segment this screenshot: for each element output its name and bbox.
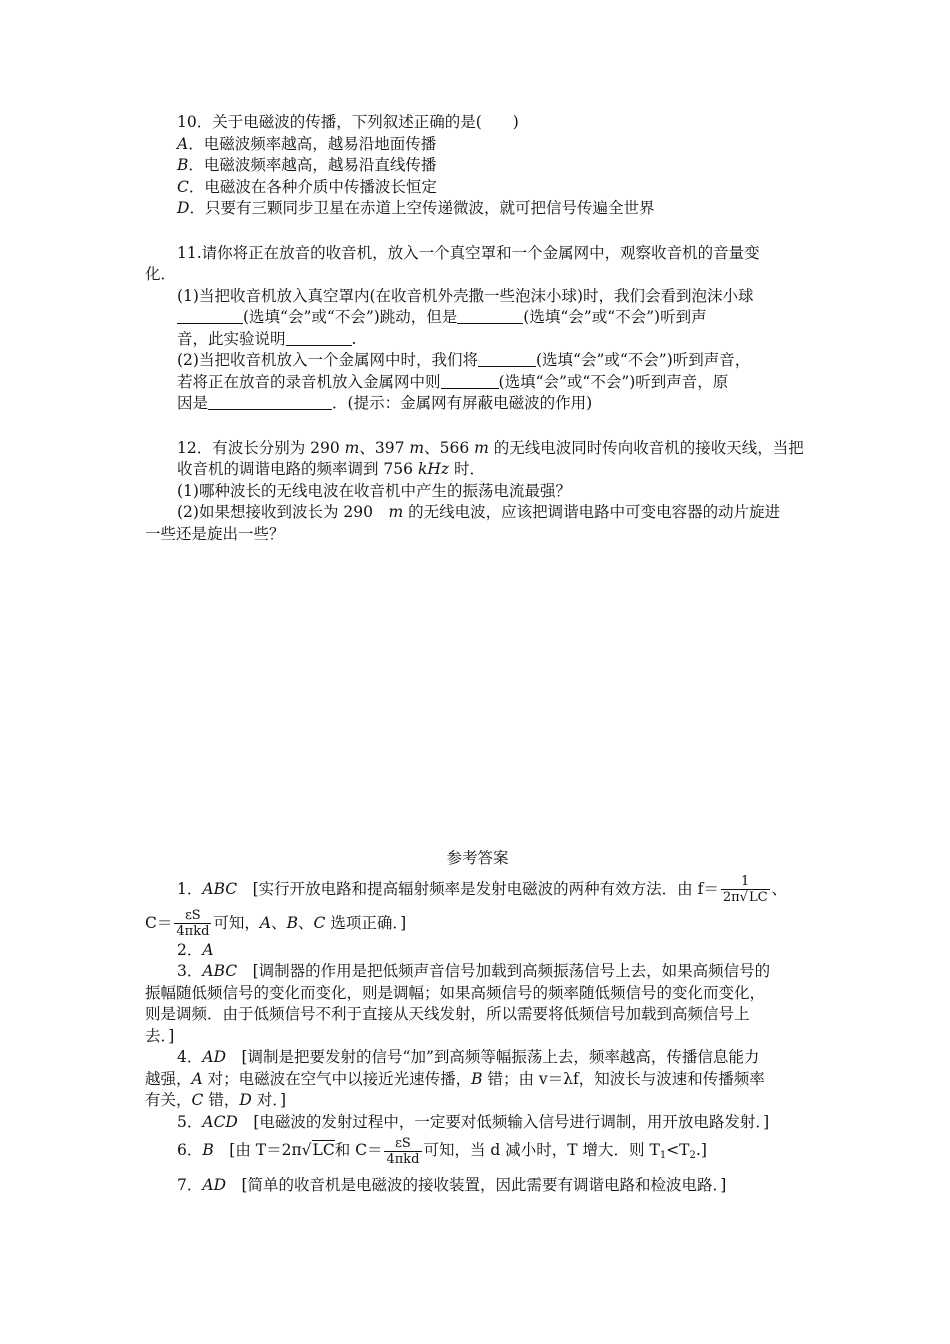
- answer-blank[interactable]: [286, 330, 352, 346]
- answer-7: 7．AD [简单的收音机是电磁波的接收装置，因此需要有调谐电路和检波电路．]: [177, 1176, 727, 1194]
- answer-blank[interactable]: [208, 394, 332, 410]
- answer-3: 3．ABC [调制器的作用是把低频声音信号加载到高频振荡信号上去，如果高频信号的 振幅随低频信号的变化而变化，则是调幅；如果高频信号的频率随低频信号的变化而变化， 则是调频．由于低频信号不利于直接从天线发射，所以需要将低频信号加载到高频信号上 去．]: [145, 962, 771, 1045]
- answer-blank[interactable]: [478, 351, 536, 367]
- answer-1: 1．ABC [实行开放电路和提高辐射频率是发射电磁波的两种有效方法．由 f＝ $\frac{1}{2\pi√LC}$ 、 C＝ $\frac{\varepsilon S}{\text{4πkd}}$ 可知，A、B、C 选项正确．]: [145, 874, 788, 939]
- answers-title: 参考答案: [446, 849, 509, 867]
- capacitance-formula: $\frac{\varepsilon S}{\text{4πkd}}$: [386, 1135, 420, 1167]
- option-d: D．只要有三颗同步卫星在赤道上空传递微波，就可把信号传遍全世界: [177, 199, 655, 217]
- answer-blank[interactable]: [441, 373, 499, 389]
- answer-4: 4．AD [调制是把要发射的信号“加”到高频等幅振荡上去，频率越高，传播信息能力 越强，A 对；电磁波在空气中以接近光速传播，B 错；由 v＝λf，知波长与波速和传播频率 有关，C 错，D 对．]: [145, 1048, 765, 1109]
- question-11-part-1: 音，此实验说明 .: [177, 329, 357, 348]
- answer-6: 6．B [由 T＝2π√LC和 C＝ $\frac{\varepsilon S}{\text{4πkd}}$ 可知，当 d 减小时，T 增大．则 $T_1<T_2$.]: [177, 1135, 707, 1167]
- frequency-formula: $\frac{1}{2\pi√LC}$: [722, 874, 768, 905]
- question-11-part-1: (选填“会”或“不会”)跳动，但是 (选填“会”或“不会”)听到声: [145, 307, 810, 329]
- question-11-line: 化．: [145, 265, 177, 283]
- question-12-line: 一些还是旋出一些？: [145, 524, 285, 543]
- sqrt-sign: √: [739, 890, 748, 905]
- option-a: A．电磁波频率越高，越易沿地面传播: [177, 134, 437, 153]
- question-12-line: 收音机的调谐电路的频率调到 756 kHz 时．: [177, 460, 485, 478]
- answer-blank[interactable]: [457, 308, 523, 324]
- question-11-part-1: (1)当把收音机放入真空罩内(在收音机外壳撒一些泡沫小球)时，我们会看到泡沫小球: [177, 286, 754, 305]
- question-11-part-2: (2)当把收音机放入一个金属网中时，我们将 (选填“会”或“不会”)听到声音，: [177, 351, 751, 369]
- capacitance-formula: $\frac{\varepsilon S}{\text{4πkd}}$: [176, 908, 210, 939]
- option-b: B．电磁波频率越高，越易沿直线传播: [177, 156, 437, 174]
- question-12-line: (1)哪种波长的无线电波在收音机中产生的振荡电流最强？: [177, 481, 571, 500]
- question-10-stem: 10．关于电磁波的传播，下列叙述正确的是( ): [177, 113, 519, 131]
- question-11-part-2: 因是 ．(提示：金属网有屏蔽电磁波的作用): [177, 394, 593, 412]
- question-12-line: (2)如果想接收到波长为 290 m 的无线电波，应该把调谐电路中可变电容器的动片旋进: [177, 503, 781, 521]
- question-12: [145, 438, 810, 546]
- sqrt-sign: √: [301, 1141, 312, 1159]
- question-12-line: 12．有波长分别为 290 m、397 m、566 m 的无线电波同时传向收音机的接收天线，当把: [177, 438, 804, 457]
- question-11-part-2: 若将正在放音的录音机放入金属网中则 (选填“会”或“不会”)听到声音，原: [177, 372, 729, 391]
- question-11-line: 11.请你将正在放音的收音机，放入一个真空罩和一个金属网中，观察收音机的音量变: [177, 243, 760, 262]
- answer-5: 5．ACD [电磁波的发射过程中，一定要对低频输入信号进行调制，用开放电路发射．]: [177, 1112, 770, 1131]
- answer-blank[interactable]: [177, 308, 243, 324]
- question-10: [145, 112, 810, 220]
- answer-2: 2．A: [177, 940, 214, 959]
- question-11: [145, 243, 810, 415]
- document-page: [145, 112, 810, 1197]
- option-c: C．电磁波在各种介质中传播波长恒定: [177, 177, 437, 196]
